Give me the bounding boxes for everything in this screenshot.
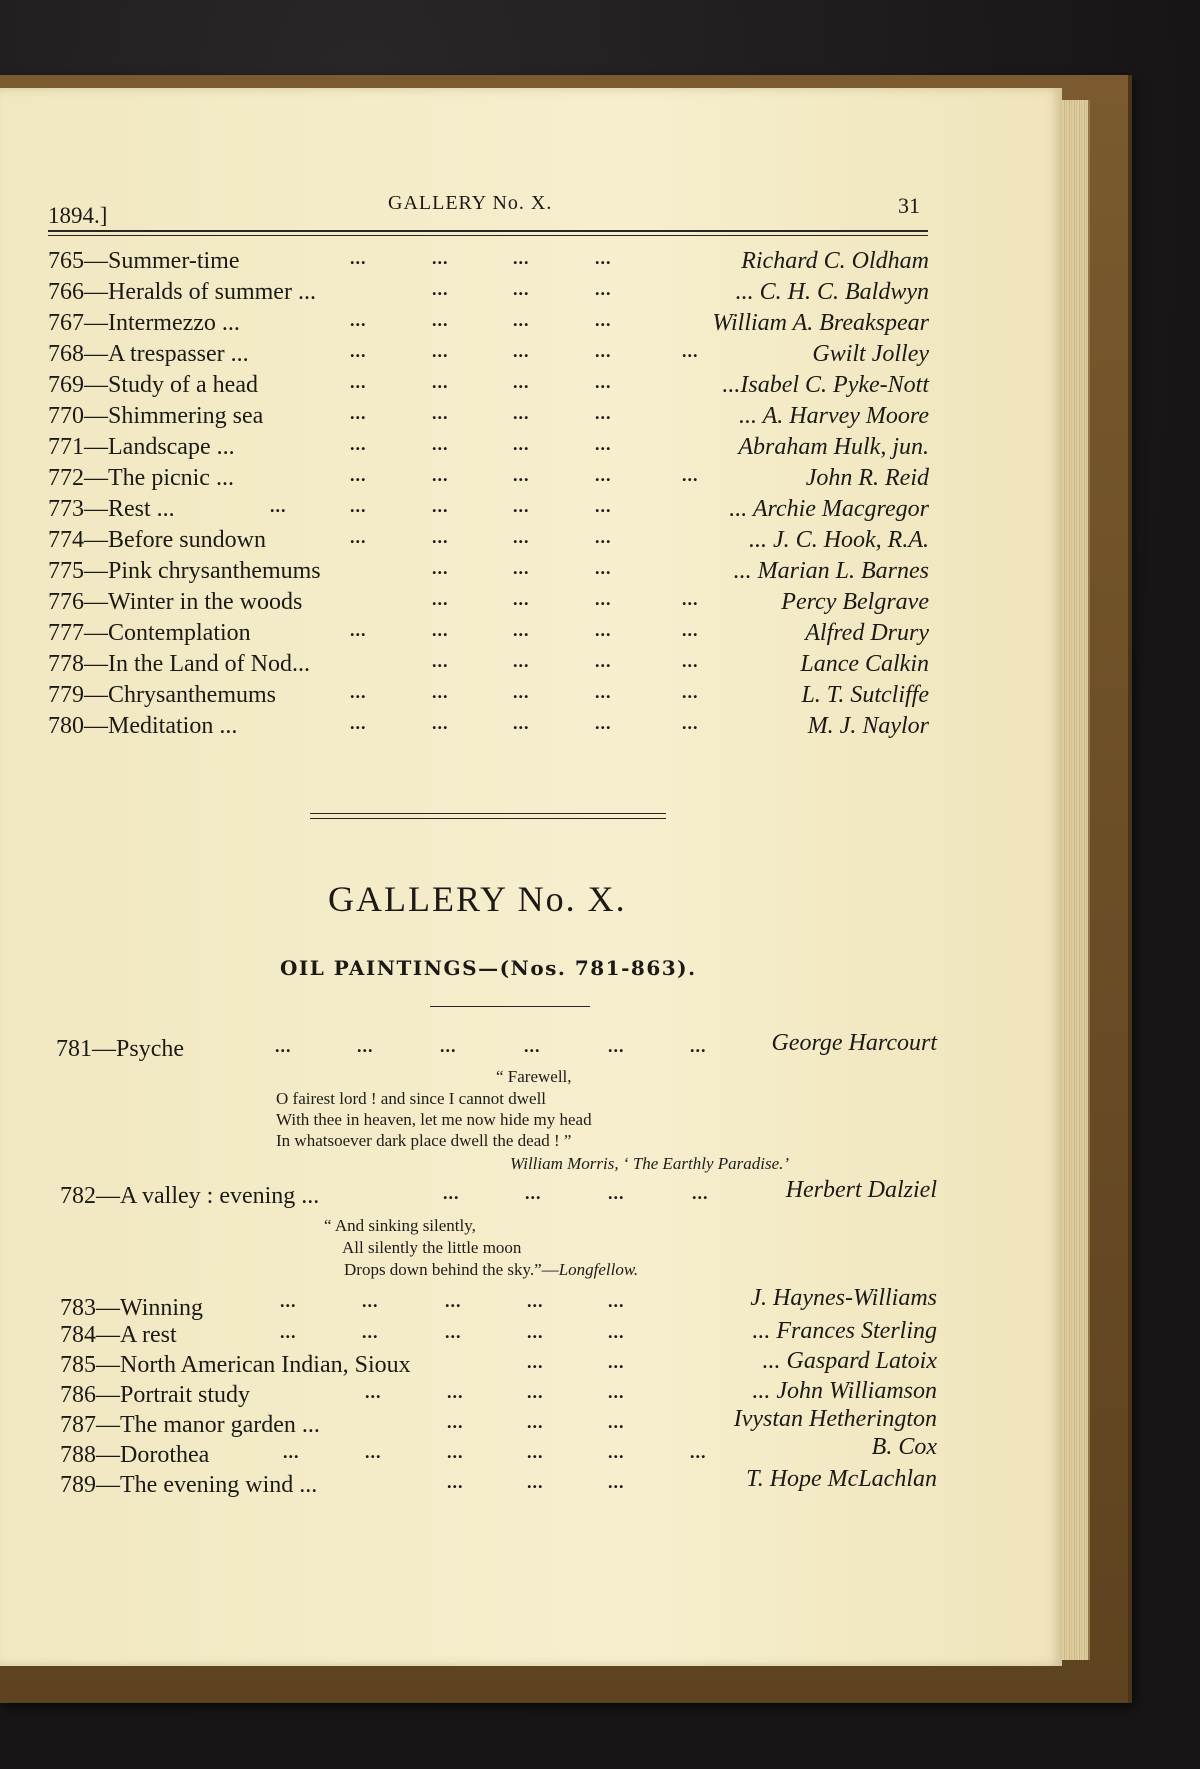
leader-dots: ... (513, 589, 530, 609)
leader-dots: ... (595, 558, 612, 578)
leader-dots: ... (595, 682, 612, 702)
leader-dots: ... (608, 1412, 625, 1432)
entry-artist: Richard C. Oldham (741, 248, 929, 274)
leader-dots: ... (432, 341, 449, 361)
leader-dots: ... (432, 248, 449, 268)
leader-dots: ... (513, 713, 530, 733)
leader-dots: ... (432, 496, 449, 516)
leader-dots: ... (280, 1322, 297, 1342)
catalogue-entry (0, 558, 1062, 588)
catalogue-entry (0, 279, 1062, 309)
leader-dots: ... (275, 1036, 292, 1056)
catalogue-entry (0, 248, 1062, 278)
leader-dots: ... (513, 248, 530, 268)
leader-dots: ... (440, 1036, 457, 1056)
quote-line: All silently the little moon (342, 1238, 522, 1257)
catalogue-entry (0, 1466, 1062, 1502)
leader-dots: ... (350, 403, 367, 423)
entry-title: 787—The manor garden ... (60, 1412, 320, 1438)
leader-dots: ... (280, 1291, 297, 1311)
leader-dots: ... (608, 1442, 625, 1462)
leader-dots: ... (682, 341, 699, 361)
leader-dots: ... (432, 713, 449, 733)
leader-dots: ... (362, 1322, 379, 1342)
catalogue-entry (0, 496, 1062, 526)
quote-citation: William Morris, ‘ The Earthly Paradise.’ (510, 1154, 790, 1173)
leader-dots: ... (283, 1442, 300, 1462)
leader-dots: ... (595, 527, 612, 547)
leader-dots: ... (350, 434, 367, 454)
leader-dots: ... (432, 682, 449, 702)
gallery-heading: GALLERY No. X. (328, 879, 627, 919)
entry-title: 778—In the Land of Nod... (48, 651, 310, 677)
quote-line: “ And sinking silently, (324, 1216, 476, 1235)
catalogue-entry (0, 403, 1062, 433)
leader-dots: ... (595, 496, 612, 516)
leader-dots: ... (595, 248, 612, 268)
leader-dots: ... (608, 1036, 625, 1056)
leader-dots: ... (682, 465, 699, 485)
leader-dots: ... (595, 651, 612, 671)
section-divider (310, 818, 666, 819)
quote-line: “ Farewell, (496, 1067, 572, 1086)
entry-artist: ...Isabel C. Pyke-Nott (722, 372, 929, 398)
leader-dots: ... (527, 1442, 544, 1462)
entry-artist: George Harcourt (771, 1030, 937, 1056)
leader-dots: ... (608, 1472, 625, 1492)
leader-dots: ... (447, 1442, 464, 1462)
leader-dots: ... (513, 372, 530, 392)
catalogue-entry (0, 434, 1062, 464)
leader-dots: ... (432, 279, 449, 299)
catalogue-entry (0, 1030, 1062, 1066)
leader-dots: ... (350, 341, 367, 361)
catalogue-entry (0, 372, 1062, 402)
leader-dots: ... (432, 589, 449, 609)
leader-dots: ... (682, 589, 699, 609)
leader-dots: ... (513, 341, 530, 361)
leader-dots: ... (357, 1036, 374, 1056)
leader-dots: ... (350, 682, 367, 702)
leader-dots: ... (350, 527, 367, 547)
header-rule (48, 230, 928, 232)
leader-dots: ... (595, 403, 612, 423)
entry-artist: ... Archie Macgregor (729, 496, 929, 522)
entry-title: 767—Intermezzo ... (48, 310, 240, 336)
leader-dots: ... (595, 589, 612, 609)
leader-dots: ... (682, 682, 699, 702)
section-subheading: OIL PAINTINGS—(Nos. 781-863). (280, 956, 697, 980)
entry-artist: ... Marian L. Barnes (733, 558, 929, 584)
entry-title: 772—The picnic ... (48, 465, 234, 491)
quote-line: With thee in heaven, let me now hide my head (276, 1110, 592, 1129)
leader-dots: ... (513, 682, 530, 702)
entry-title: 766—Heralds of summer ... (48, 279, 316, 305)
leader-dots: ... (445, 1322, 462, 1342)
entry-title: 789—The evening wind ... (60, 1472, 318, 1498)
leader-dots: ... (595, 713, 612, 733)
entry-artist: B. Cox (871, 1434, 937, 1460)
leader-dots: ... (270, 496, 287, 516)
running-head-title: GALLERY No. X. (388, 192, 553, 214)
leader-dots: ... (527, 1472, 544, 1492)
entry-title: 783—Winning (60, 1295, 204, 1321)
entry-artist: L. T. Sutcliffe (801, 682, 929, 708)
catalogue-entry (0, 341, 1062, 371)
header-rule (48, 235, 928, 236)
leader-dots: ... (513, 465, 530, 485)
leader-dots: ... (447, 1472, 464, 1492)
leader-dots: ... (527, 1322, 544, 1342)
leader-dots: ... (608, 1322, 625, 1342)
catalogue-entry (0, 1285, 1062, 1321)
catalogue-entry (0, 620, 1062, 650)
subheading-rule (430, 1006, 590, 1007)
entry-artist: M. J. Naylor (807, 713, 929, 739)
page-number: 31 (898, 193, 920, 218)
quote-line (344, 1260, 638, 1280)
leader-dots: ... (524, 1036, 541, 1056)
leader-dots: ... (513, 558, 530, 578)
entry-artist: ... C. H. C. Baldwyn (735, 279, 929, 305)
book-page (0, 88, 1062, 1666)
entry-title: 786—Portrait study (60, 1382, 250, 1408)
catalogue-entry (0, 589, 1062, 619)
leader-dots: ... (513, 279, 530, 299)
leader-dots: ... (608, 1382, 625, 1402)
leader-dots: ... (527, 1412, 544, 1432)
leader-dots: ... (595, 341, 612, 361)
leader-dots: ... (445, 1291, 462, 1311)
running-head-year: 1894.] (48, 203, 108, 228)
entry-artist: ... J. C. Hook, R.A. (749, 527, 929, 553)
entry-title: 773—Rest ... (48, 496, 175, 522)
leader-dots: ... (513, 403, 530, 423)
leader-dots: ... (362, 1291, 379, 1311)
leader-dots: ... (350, 310, 367, 330)
leader-dots: ... (432, 310, 449, 330)
leader-dots: ... (432, 527, 449, 547)
entry-title: 769—Study of a head (48, 372, 258, 398)
entry-title: 780—Meditation ... (48, 713, 238, 739)
entry-artist: Lance Calkin (800, 651, 929, 677)
leader-dots: ... (513, 620, 530, 640)
leader-dots: ... (595, 434, 612, 454)
entry-title: 765—Summer-time (48, 248, 240, 274)
leader-dots: ... (682, 620, 699, 640)
leader-dots: ... (527, 1352, 544, 1372)
entry-title: 777—Contemplation (48, 620, 251, 646)
leader-dots: ... (690, 1036, 707, 1056)
leader-dots: ... (432, 620, 449, 640)
leader-dots: ... (350, 248, 367, 268)
quote-line: O fairest lord ! and since I cannot dwell (276, 1089, 547, 1108)
leader-dots: ... (513, 434, 530, 454)
leader-dots: ... (690, 1442, 707, 1462)
leader-dots: ... (432, 558, 449, 578)
leader-dots: ... (527, 1291, 544, 1311)
catalogue-entry (0, 682, 1062, 712)
entry-artist: ... A. Harvey Moore (739, 403, 929, 429)
entry-artist: Ivystan Hetherington (733, 1406, 937, 1432)
entry-artist: John R. Reid (805, 465, 929, 491)
leader-dots: ... (595, 279, 612, 299)
entry-artist: J. Haynes-Williams (750, 1285, 937, 1311)
entry-artist: ... John Williamson (752, 1378, 937, 1404)
catalogue-entry (0, 310, 1062, 340)
leader-dots: ... (608, 1183, 625, 1203)
leader-dots: ... (432, 465, 449, 485)
leader-dots: ... (350, 713, 367, 733)
entry-title: 784—A rest (60, 1322, 177, 1348)
quote-line-text: Drops down behind the sky.”— (344, 1260, 559, 1279)
quote-citation: Longfellow. (558, 1260, 639, 1279)
entry-title: 779—Chrysanthemums (48, 682, 276, 708)
leader-dots: ... (443, 1183, 460, 1203)
leader-dots: ... (447, 1382, 464, 1402)
leader-dots: ... (350, 372, 367, 392)
catalogue-entry (0, 527, 1062, 557)
leader-dots: ... (525, 1183, 542, 1203)
leader-dots: ... (513, 651, 530, 671)
catalogue-entry (0, 713, 1062, 743)
leader-dots: ... (432, 651, 449, 671)
leader-dots: ... (527, 1382, 544, 1402)
entry-title: 782—A valley : evening ... (60, 1183, 320, 1209)
quote-line: In whatsoever dark place dwell the dead ! ” (276, 1131, 572, 1150)
leader-dots: ... (432, 434, 449, 454)
leader-dots: ... (595, 620, 612, 640)
entry-artist: Percy Belgrave (781, 589, 929, 615)
entry-title: 770—Shimmering sea (48, 403, 264, 429)
entry-artist: William A. Breakspear (712, 310, 929, 336)
leader-dots: ... (350, 496, 367, 516)
catalogue-entry (0, 1177, 1062, 1213)
entry-title: 781—Psyche (56, 1036, 184, 1062)
leader-dots: ... (365, 1442, 382, 1462)
leader-dots: ... (513, 310, 530, 330)
leader-dots: ... (682, 651, 699, 671)
leader-dots: ... (692, 1183, 709, 1203)
entry-artist: Herbert Dalziel (785, 1177, 937, 1203)
entry-title: 788—Dorothea (60, 1442, 210, 1468)
entry-title: 768—A trespasser ... (48, 341, 249, 367)
entry-title: 774—Before sundown (48, 527, 266, 553)
entry-artist: Gwilt Jolley (812, 341, 929, 367)
entry-artist: Alfred Drury (805, 620, 929, 646)
leader-dots: ... (350, 465, 367, 485)
entry-artist: ... Frances Sterling (752, 1318, 937, 1344)
leader-dots: ... (595, 310, 612, 330)
leader-dots: ... (595, 372, 612, 392)
leader-dots: ... (350, 620, 367, 640)
leader-dots: ... (608, 1352, 625, 1372)
leader-dots: ... (513, 496, 530, 516)
entry-title: 776—Winter in the woods (48, 589, 303, 615)
leader-dots: ... (447, 1412, 464, 1432)
leader-dots: ... (595, 465, 612, 485)
leader-dots: ... (365, 1382, 382, 1402)
leader-dots: ... (682, 713, 699, 733)
leader-dots: ... (432, 372, 449, 392)
leader-dots: ... (608, 1291, 625, 1311)
entry-artist: T. Hope McLachlan (746, 1466, 937, 1492)
entry-artist: Abraham Hulk, jun. (738, 434, 929, 460)
leader-dots: ... (432, 403, 449, 423)
leader-dots: ... (513, 527, 530, 547)
entry-title: 775—Pink chrysanthemums (48, 558, 321, 584)
catalogue-entry (0, 651, 1062, 681)
catalogue-entry (0, 465, 1062, 495)
entry-title: 785—North American Indian, Sioux (60, 1352, 411, 1378)
entry-artist: ... Gaspard Latoix (762, 1348, 937, 1374)
entry-title: 771—Landscape ... (48, 434, 235, 460)
section-divider (310, 813, 666, 814)
